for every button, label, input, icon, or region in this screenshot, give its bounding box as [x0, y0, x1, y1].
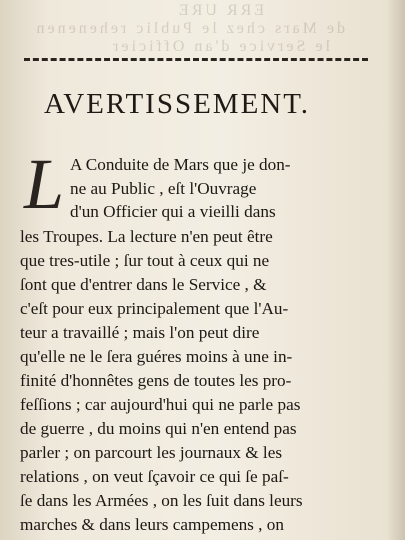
text-line: de guerre , du moins qui n'en entend pas — [20, 419, 297, 438]
text-line: relations , on veut ſçavoir ce qui ſe paſ- — [20, 467, 289, 486]
page-heading: AVERTISSEMENT. — [44, 88, 311, 120]
text-line: feſſions ; car aujourd'hui qui ne parle pas — [20, 395, 301, 414]
text-line: parler ; on parcourt les journaux & les — [20, 443, 283, 462]
bleed-line: le Service d'an Officier — [110, 38, 330, 55]
text-line: A Conduite de Mars que je don- — [70, 155, 291, 174]
drop-cap: L — [24, 144, 65, 224]
bleed-line: de Mars chez le Public rehenenen — [33, 20, 345, 37]
text-line: les Troupes. La lecture n'en peut être — [20, 227, 273, 246]
text-line: que tres-utile ; ſur tout à ceux qui ne — [20, 251, 270, 270]
text-line: qu'elle ne le ſera guéres moins à une in- — [20, 347, 293, 366]
page-edge-shadow — [387, 0, 405, 540]
text-line: finité d'honnêtes gens de toutes les pro- — [20, 371, 292, 390]
text-line: d'un Officier qui a vieilli dans — [70, 202, 276, 221]
text-line: marches & dans leurs campemens , on — [20, 515, 284, 534]
bleed-line: ERR URE — [175, 2, 265, 19]
show-through-text — [33, 2, 345, 58]
ornamental-rule — [24, 58, 368, 67]
text-line: ne au Public , eſt l'Ouvrage — [70, 179, 257, 198]
text-line: teur a travaillé ; mais l'on peut dire — [20, 323, 260, 342]
text-line: ſont que d'entrer dans le Service , & — [20, 275, 267, 294]
text-line: ſe dans les Armées , on les ſuit dans leurs — [20, 491, 303, 510]
text-line: c'eſt pour eux principalement que l'Au- — [20, 299, 289, 318]
